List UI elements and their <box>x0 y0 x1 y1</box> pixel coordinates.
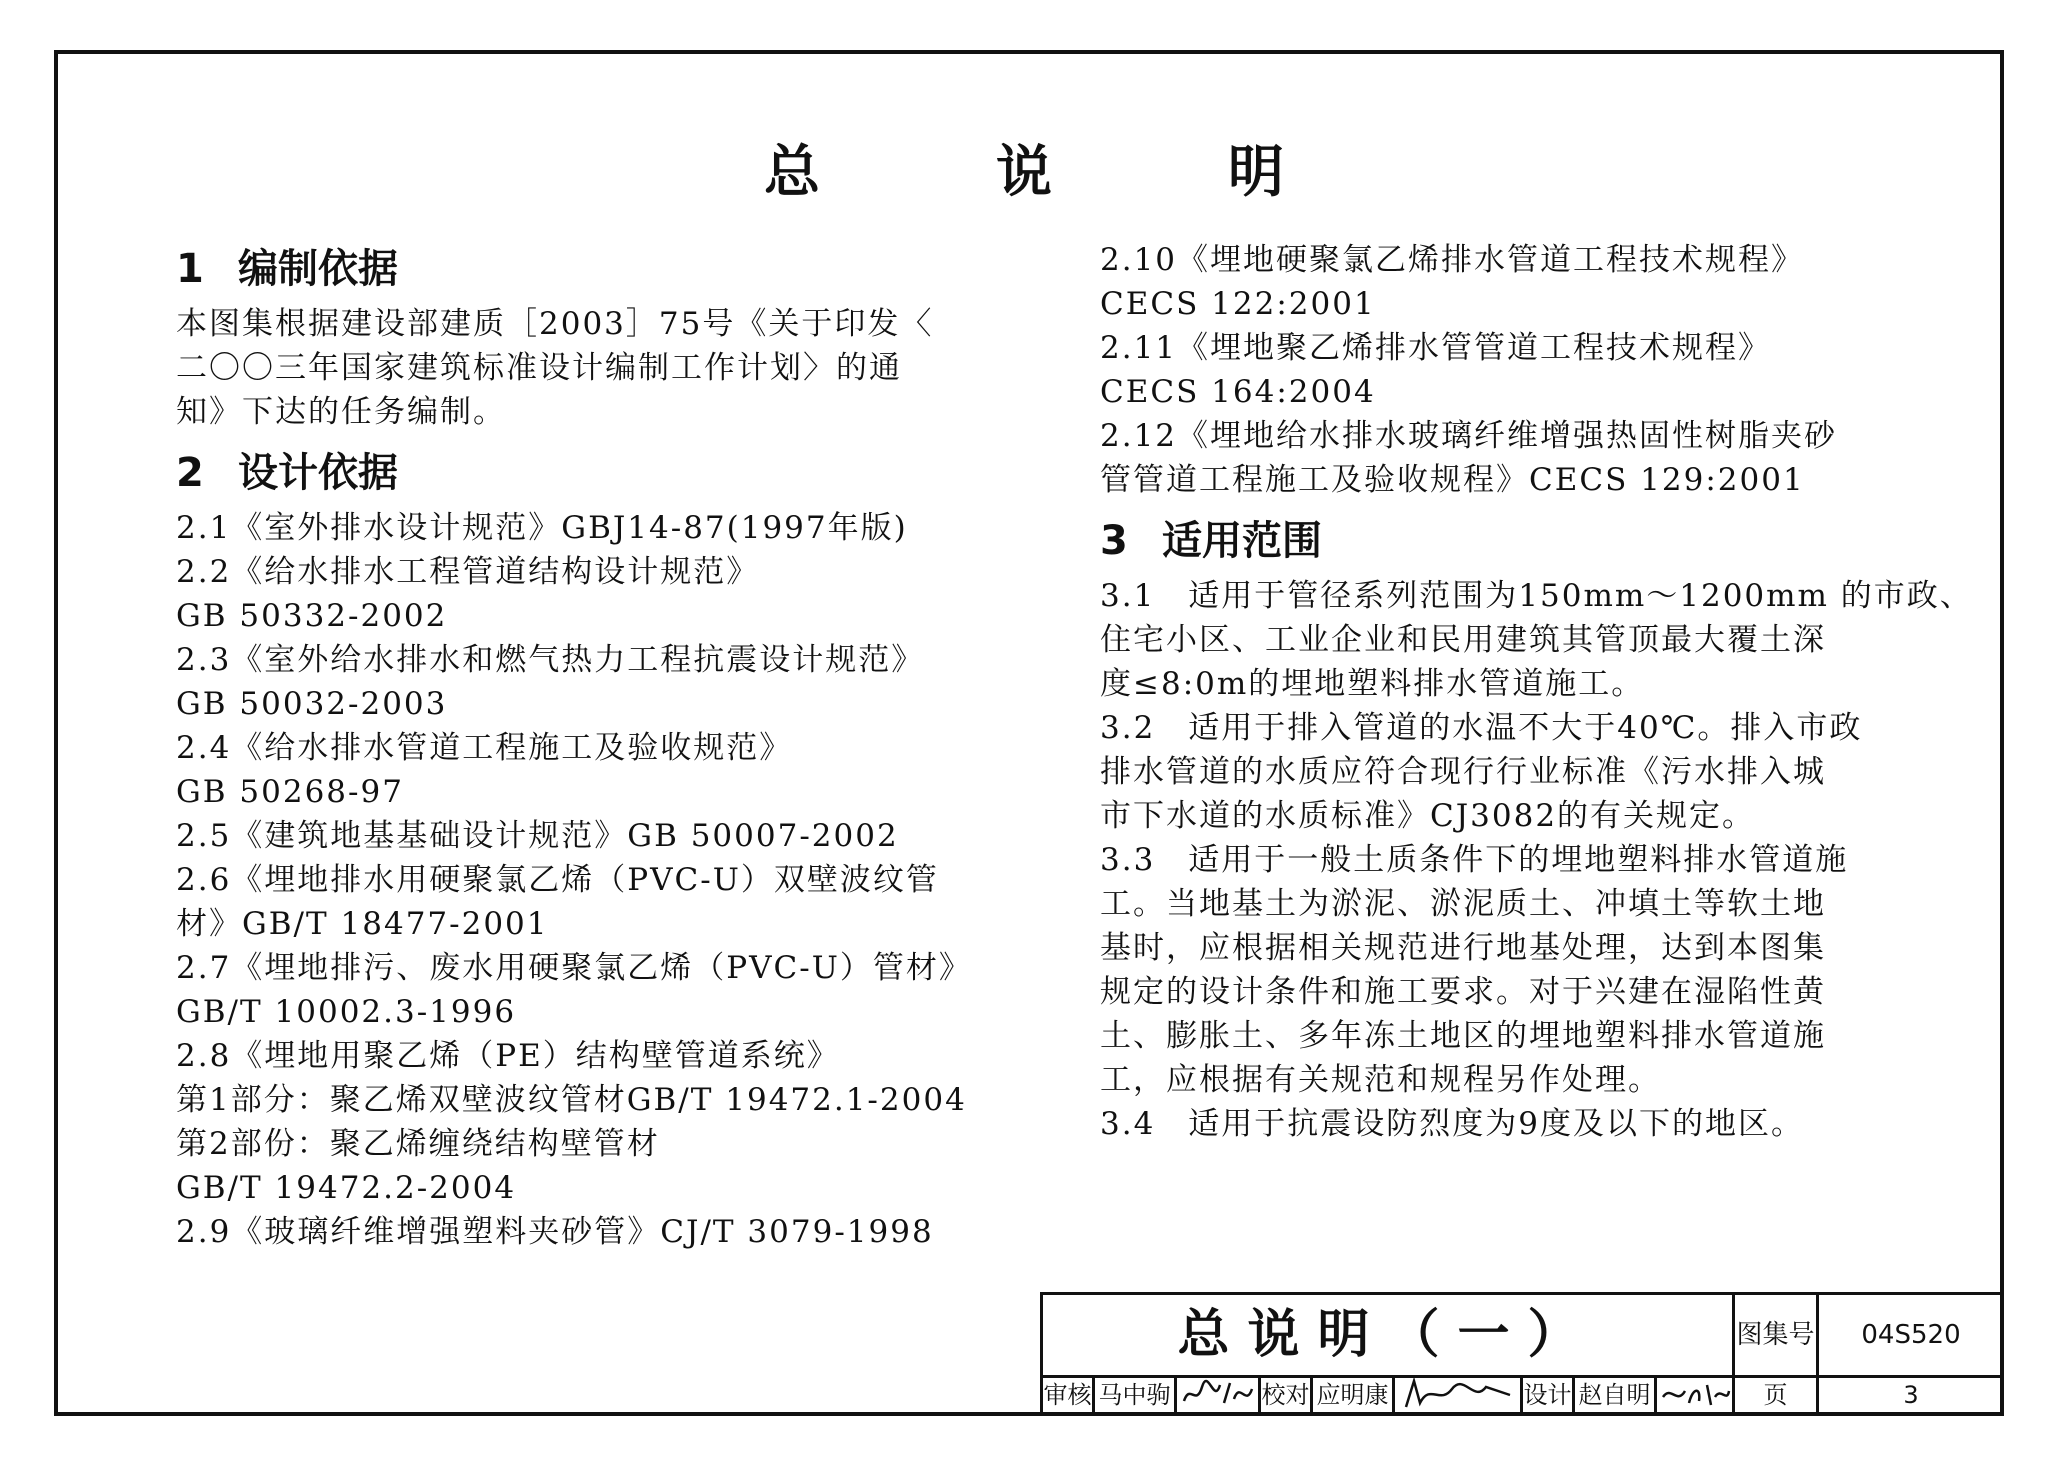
title-block-bottom-row <box>1043 1375 2000 1415</box>
page-label: 页 <box>1735 1375 1819 1415</box>
scope-line: 工，应根据有关规范和规程另作处理。 <box>1100 1062 1661 1098</box>
reviewer-name: 马中驹 <box>1095 1375 1177 1415</box>
section-1-number: 1 <box>176 246 204 292</box>
check-label: 校对 <box>1261 1375 1313 1415</box>
section-2-continued <box>1100 238 1920 502</box>
section-3-title: 适用范围 <box>1162 518 1322 564</box>
reference-line: CECS 122:2001 <box>1100 286 1376 322</box>
reference-line: 2.9《玻璃纤维增强塑料夹砂管》CJ/T 3079-1998 <box>176 1214 934 1250</box>
page-number: 3 <box>1903 1381 1919 1409</box>
review-label: 审核 <box>1043 1375 1095 1415</box>
scope-line: 土、膨胀土、多年冻土地区的埋地塑料排水管道施 <box>1100 1018 1826 1054</box>
section-1-body <box>176 302 976 434</box>
page-title: 总 说 明 <box>764 140 1344 205</box>
scope-line: 3.4 适用于抗震设防烈度为9度及以下的地区。 <box>1100 1106 1805 1142</box>
reference-line: GB 50332-2002 <box>176 598 448 634</box>
section-2-title: 设计依据 <box>238 450 398 496</box>
section-3-number: 3 <box>1100 518 1128 564</box>
reference-line: GB 50032-2003 <box>176 686 448 722</box>
reference-line: 2.5《建筑地基基础设计规范》GB 50007-2002 <box>176 818 899 854</box>
reference-line: 2.7《埋地排污、废水用硬聚氯乙烯（PVC-U）管材》 <box>176 950 972 986</box>
section-2-number: 2 <box>176 450 204 496</box>
design-label: 设计 <box>1523 1375 1575 1415</box>
reference-line: 2.1《室外排水设计规范》GBJ14-87(1997年版) <box>176 510 908 546</box>
reference-line: 2.2《给水排水工程管道结构设计规范》 <box>176 554 760 590</box>
section-1-heading <box>176 242 976 296</box>
signature-mark <box>1659 1377 1731 1411</box>
reference-line: 2.11《埋地聚乙烯排水管管道工程技术规程》 <box>1100 330 1772 366</box>
reference-line: GB 50268-97 <box>176 774 404 810</box>
signature-mark <box>1400 1377 1516 1411</box>
reference-line: 2.4《给水排水管道工程施工及验收规范》 <box>176 730 793 766</box>
scope-line: 基时，应根据相关规范进行地基处理，达到本图集 <box>1100 930 1826 966</box>
reference-line: CECS 164:2004 <box>1100 374 1376 410</box>
section-1-title: 编制依据 <box>238 246 398 292</box>
scope-line: 住宅小区、工业企业和民用建筑其管顶最大覆土深 <box>1100 622 1826 658</box>
drawing-title: 总说明（一） <box>1043 1295 1735 1375</box>
scope-line: 度≤8:0m的埋地塑料排水管道施工。 <box>1100 666 1645 702</box>
scope-line: 规定的设计条件和施工要求。对于兴建在湿陷性黄 <box>1100 974 1826 1010</box>
title-block <box>1040 1292 2000 1412</box>
section-1-line: 知》下达的任务编制。 <box>176 394 506 430</box>
reference-line: GB/T 19472.2-2004 <box>176 1170 517 1206</box>
reference-line: 第1部分：聚乙烯双壁波纹管材GB/T 19472.1-2004 <box>176 1082 967 1118</box>
reference-line: 2.10《埋地硬聚氯乙烯排水管道工程技术规程》 <box>1100 242 1805 278</box>
section-1-line: 二〇〇三年国家建筑标准设计编制工作计划〉的通 <box>176 350 902 386</box>
reference-line: GB/T 10002.3-1996 <box>176 994 517 1030</box>
section-3-body <box>1100 574 1973 1146</box>
section-3-heading <box>1100 514 1920 568</box>
designer-signature <box>1657 1375 1735 1415</box>
title-block-top-row <box>1043 1295 2000 1378</box>
right-column <box>1100 238 1973 1146</box>
scope-line: 工。当地基土为淤泥、淤泥质土、冲填土等软土地 <box>1100 886 1826 922</box>
checker-name: 应明康 <box>1313 1375 1395 1415</box>
scope-line: 市下水道的水质标准》CJ3082的有关规定。 <box>1100 798 1756 834</box>
checker-signature <box>1395 1375 1523 1415</box>
signature-mark <box>1180 1377 1256 1411</box>
scope-line: 排水管道的水质应符合现行行业标准《污水排入城 <box>1100 754 1826 790</box>
reference-line: 2.6《埋地排水用硬聚氯乙烯（PVC-U）双壁波纹管 <box>176 862 939 898</box>
atlas-number: 04S520 <box>1861 1320 1961 1350</box>
designer-name: 赵自明 <box>1575 1375 1657 1415</box>
reference-line: 2.8《埋地用聚乙烯（PE）结构壁管道系统》 <box>176 1038 840 1074</box>
scope-line: 3.1 适用于管径系列范围为150mm～1200mm 的市政、 <box>1100 578 1973 614</box>
reference-line: 2.12《埋地给水排水玻璃纤维增强热固性树脂夹砂 <box>1100 418 1838 454</box>
reference-line: 2.3《室外给水排水和燃气热力工程抗震设计规范》 <box>176 642 925 678</box>
scope-line: 3.2 适用于排入管道的水温不大于40℃。排入市政 <box>1100 710 1863 746</box>
left-column <box>176 238 976 1254</box>
atlas-number-label: 图集号 <box>1735 1295 1819 1375</box>
section-2-body <box>176 506 976 1254</box>
section-2-heading <box>176 446 976 500</box>
section-1-line: 本图集根据建设部建质［2003］75号《关于印发〈 <box>176 306 934 342</box>
scope-line: 3.3 适用于一般土质条件下的埋地塑料排水管道施 <box>1100 842 1849 878</box>
reviewer-signature <box>1177 1375 1261 1415</box>
reference-line: 材》GB/T 18477-2001 <box>176 906 549 942</box>
reference-line: 管管道工程施工及验收规程》CECS 129:2001 <box>1100 462 1805 498</box>
reference-line: 第2部份：聚乙烯缠绕结构壁管材 <box>176 1126 660 1162</box>
